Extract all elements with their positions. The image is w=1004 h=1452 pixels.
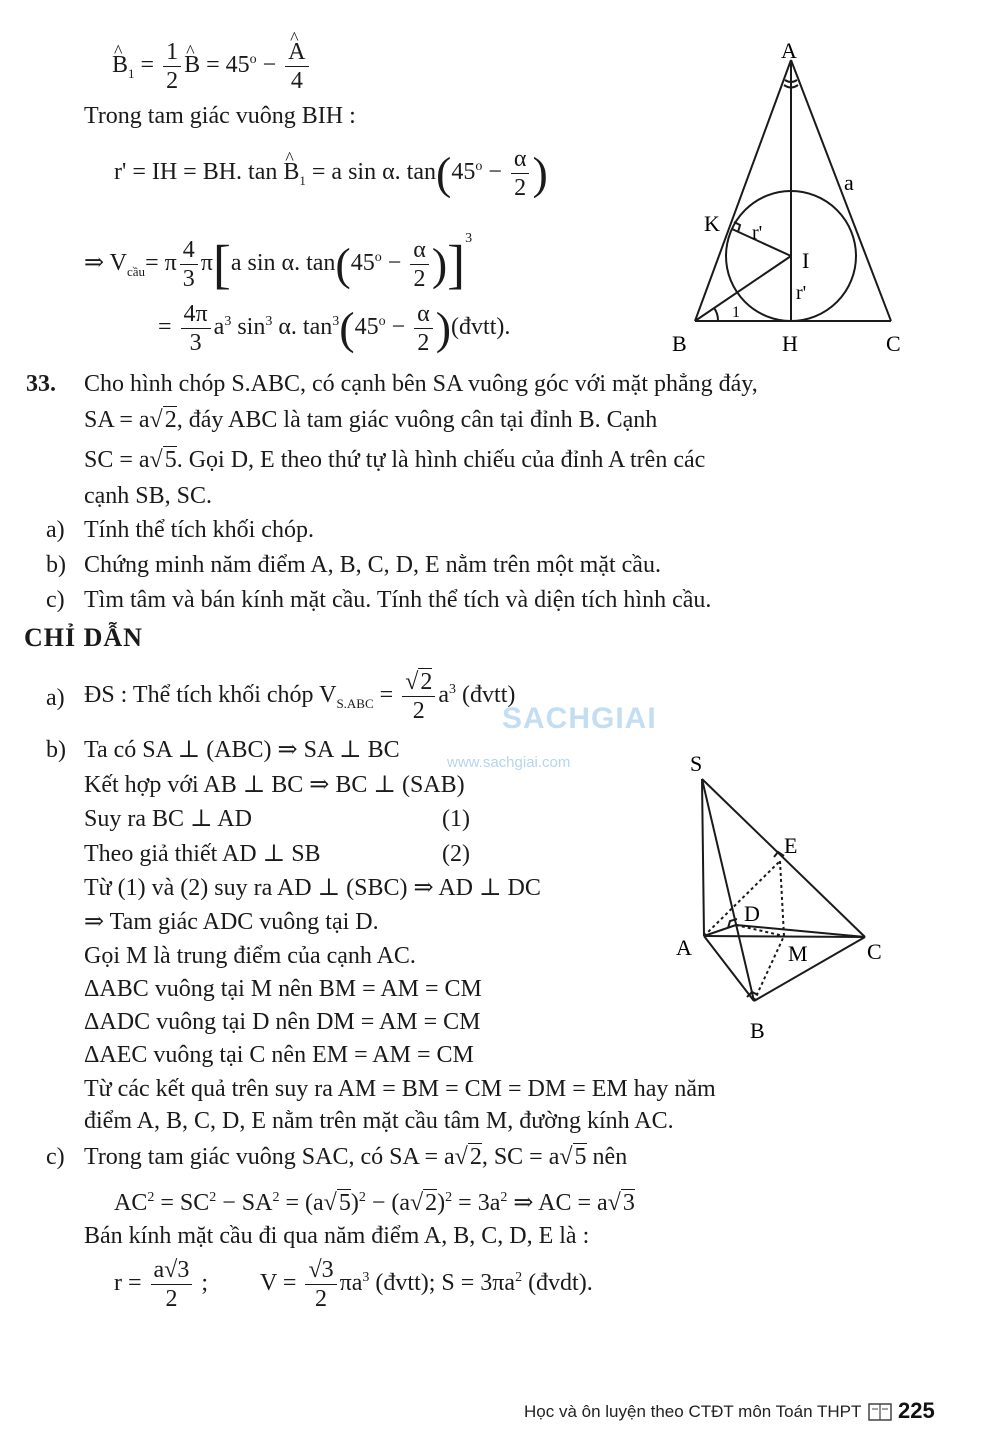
- paren: ): [431, 238, 448, 290]
- paren: ): [435, 302, 452, 354]
- denominator: 2: [165, 1286, 178, 1312]
- text: = π: [145, 250, 177, 276]
- text: nên: [586, 1144, 628, 1170]
- sup: 2: [209, 1190, 217, 1205]
- text: 45: [451, 159, 476, 186]
- pyramid-figure: [668, 745, 904, 1055]
- sup: 2: [500, 1190, 508, 1205]
- item-label: c): [46, 587, 65, 613]
- hat-a: ^ A: [288, 38, 305, 66]
- text: Trong tam giác vuông SAC, có SA = a: [84, 1144, 455, 1170]
- text: a: [213, 314, 225, 341]
- label-e: E: [784, 833, 798, 858]
- watermark-logo: SACHGIAI: [502, 702, 657, 735]
- bracket: [: [212, 234, 231, 295]
- numerator: α: [410, 236, 429, 265]
- edge-ac: [704, 936, 865, 937]
- hat-b: ^ B: [112, 51, 128, 79]
- text: = SC: [154, 1190, 210, 1216]
- label-b: B: [672, 331, 687, 356]
- hat-b: ^ B: [184, 51, 200, 79]
- denominator: 2: [413, 265, 426, 292]
- label-r-prime-2: r': [796, 282, 807, 304]
- sqrt-symbol: √: [454, 1144, 468, 1170]
- formula-v-result: [158, 300, 510, 357]
- guide-b-4: Theo giả thiết AD ⊥ SB: [84, 841, 321, 867]
- item-label: a): [46, 685, 65, 711]
- text: AC: [114, 1190, 148, 1216]
- sup: o: [374, 250, 382, 265]
- formula-b1: [112, 38, 312, 95]
- numerator: 4π: [181, 300, 211, 329]
- triangle-figure: [660, 36, 920, 366]
- sup: 3: [224, 314, 232, 330]
- book-icon: [868, 1402, 892, 1422]
- sup: 2: [358, 1190, 366, 1205]
- text: , đáy ABC là tam giác vuông cân tại đỉnh B. Cạnh: [176, 407, 658, 433]
- text: 45: [354, 314, 379, 341]
- guide-b-2: Kết hợp với AB ⊥ BC ⇒ BC ⊥ (SAB): [84, 772, 465, 798]
- problem-line-3: [84, 446, 705, 474]
- guide-b-11: Từ các kết quả trên suy ra AM = BM = CM = DM = EM hay năm: [84, 1076, 716, 1102]
- watermark-url: www.sachgiai.com: [447, 754, 571, 771]
- denominator: 4: [290, 68, 303, 94]
- guide-b-5: Từ (1) và (2) suy ra AD ⊥ (SBC) ⇒ AD ⊥ DC: [84, 875, 541, 901]
- text: −: [256, 52, 283, 79]
- sup: 3: [332, 314, 340, 330]
- radicand: 2: [164, 407, 177, 433]
- text: r =: [114, 1270, 148, 1297]
- text: α. tan: [272, 314, 333, 341]
- numerator: α: [511, 145, 530, 174]
- text: (đvtt): [456, 682, 516, 709]
- sup: 3: [265, 314, 273, 330]
- label-b: B: [750, 1018, 765, 1043]
- text: =: [158, 314, 178, 341]
- fraction: [163, 38, 181, 95]
- sup: o: [378, 314, 386, 330]
- text: (đvtt).: [451, 314, 511, 341]
- guide-b-4-num: (2): [442, 841, 470, 867]
- text: −: [381, 250, 408, 276]
- item-text: Tính thể tích khối chóp.: [84, 517, 314, 543]
- formula-r: [114, 145, 548, 202]
- paren: (: [335, 238, 351, 290]
- sup: 2: [147, 1190, 155, 1205]
- item-label: b): [46, 737, 66, 763]
- label-k: K: [704, 211, 720, 236]
- item-text: Tìm tâm và bán kính mặt cầu. Tính thể tích và diện tích hình cầu.: [84, 587, 712, 613]
- bracket: ]: [447, 234, 466, 295]
- text: ): [350, 1190, 359, 1216]
- radicand: 2: [425, 1190, 438, 1216]
- problem-number: 33.: [26, 371, 56, 397]
- numerator: 4: [180, 236, 198, 265]
- text: 45: [350, 250, 375, 276]
- label-a-vertex: A: [781, 38, 797, 63]
- item-text: Chứng minh năm điểm A, B, C, D, E nằm trên một mặt cầu.: [84, 552, 661, 578]
- denominator: 2: [417, 330, 430, 356]
- label-d: D: [744, 901, 760, 926]
- fraction: [414, 300, 433, 357]
- label-angle-1: 1: [732, 304, 740, 321]
- fraction: [180, 236, 198, 293]
- hat-b: ^ B: [283, 158, 299, 186]
- text: =: [373, 682, 400, 709]
- sqrt-symbol: √: [149, 407, 163, 433]
- label-m: M: [788, 941, 808, 966]
- sup: 3: [449, 682, 457, 698]
- guide-a: [84, 668, 515, 725]
- text: −: [482, 159, 508, 186]
- guide-b-9: ΔADC vuông tại D nên DM = AM = CM: [84, 1009, 481, 1035]
- text: SC = a: [84, 447, 150, 473]
- guide-b-10: ΔAEC vuông tại C nên EM = AM = CM: [84, 1042, 474, 1068]
- sup: 2: [272, 1190, 280, 1205]
- sub: 1: [128, 65, 135, 81]
- radicand: 2: [469, 1144, 482, 1170]
- sub: 1: [299, 172, 306, 188]
- guide-b-8: ΔABC vuông tại M nên BM = AM = CM: [84, 976, 482, 1002]
- text: ĐS : Thể tích khối chóp V: [84, 682, 337, 709]
- text: SA = a: [84, 407, 150, 433]
- text: (đvdt).: [522, 1270, 593, 1297]
- guide-b-7: Gọi M là trung điểm của cạnh AC.: [84, 943, 416, 969]
- fraction: [410, 236, 429, 293]
- fraction: [151, 1256, 193, 1313]
- footer-text: Học và ôn luyện theo CTĐT môn Toán THPT: [524, 1402, 862, 1421]
- problem-line-4: cạnh SB, SC.: [84, 483, 213, 509]
- denominator: 2: [412, 698, 425, 724]
- text: = a sin α. tan: [305, 159, 436, 186]
- formula-v: [84, 225, 472, 293]
- text: a sin α. tan: [230, 250, 336, 276]
- radicand: 5: [574, 1144, 587, 1170]
- section-heading: CHỈ DẪN: [24, 623, 143, 652]
- numerator: 1: [163, 38, 181, 67]
- text: r' = IH = BH. tan: [114, 159, 284, 186]
- label-i: I: [802, 248, 810, 273]
- label-s: S: [690, 751, 703, 776]
- edge-bc: [754, 937, 865, 1001]
- fraction: [511, 145, 530, 202]
- text: (đvtt); S = 3πa: [369, 1270, 516, 1297]
- guide-b-12: điểm A, B, C, D, E nằm trên mặt cầu tâm M, đường kính AC.: [84, 1108, 674, 1134]
- text: −: [385, 314, 412, 341]
- sup: 2: [445, 1190, 453, 1205]
- text: ;: [195, 1270, 209, 1297]
- sqrt-symbol: √: [559, 1144, 573, 1170]
- text: − (a: [365, 1190, 410, 1216]
- sup: 3: [465, 231, 473, 246]
- guide-b-1: Ta có SA ⊥ (ABC) ⇒ SA ⊥ BC: [84, 737, 400, 763]
- radicand: 3: [622, 1190, 635, 1216]
- radicand: 2: [420, 669, 433, 695]
- text: =: [134, 52, 161, 79]
- text: ): [437, 1190, 446, 1216]
- fraction: [402, 668, 435, 725]
- sqrt-symbol: √: [607, 1190, 621, 1216]
- label-r-prime-1: r': [752, 222, 763, 244]
- numerator: [285, 38, 308, 67]
- angle-mark-b: [714, 308, 718, 321]
- sup: 3: [362, 1270, 370, 1286]
- segment-em: [780, 861, 784, 936]
- fraction: [285, 38, 308, 95]
- sub: S.ABC: [336, 695, 374, 711]
- text: = 3a: [452, 1190, 501, 1216]
- sup: o: [475, 159, 483, 175]
- label-a-side: a: [844, 170, 854, 195]
- denominator: 2: [166, 68, 179, 94]
- problem-line-1: Cho hình chóp S.ABC, có cạnh bên SA vuông góc với mặt phẳng đáy,: [84, 371, 758, 397]
- label-c: C: [886, 331, 901, 356]
- denominator: 2: [315, 1286, 328, 1312]
- side-ab: [695, 60, 791, 321]
- item-label: b): [46, 552, 66, 578]
- guide-c-4: [114, 1256, 593, 1313]
- denominator: 3: [189, 330, 202, 356]
- guide-b-3: Suy ra BC ⊥ AD: [84, 806, 252, 832]
- text: = (a: [279, 1190, 324, 1216]
- paren: (: [435, 147, 452, 199]
- guide-c-2: [114, 1184, 635, 1217]
- sqrt-symbol: √: [149, 447, 163, 473]
- edge-sa: [702, 779, 704, 936]
- text: πa: [339, 1270, 363, 1297]
- paren: ): [532, 147, 548, 199]
- label-h: H: [782, 331, 798, 356]
- segment-dc: [736, 925, 865, 937]
- numerator: α: [414, 300, 433, 329]
- item-label: a): [46, 517, 65, 543]
- label-a: A: [676, 935, 692, 960]
- radicand: 5: [164, 447, 177, 473]
- numerator: a√3: [151, 1256, 193, 1285]
- sqrt-symbol: √: [410, 1190, 424, 1216]
- page-number: 225: [898, 1398, 935, 1423]
- text: , SC = a: [481, 1144, 560, 1170]
- sup: 2: [515, 1270, 523, 1286]
- numerator: [402, 668, 435, 697]
- sqrt-symbol: √: [323, 1190, 337, 1216]
- guide-c-1: [84, 1143, 627, 1171]
- item-label: c): [46, 1144, 65, 1170]
- fraction: [305, 1256, 336, 1313]
- sqrt-symbol: √: [405, 669, 419, 695]
- fraction: [181, 300, 211, 357]
- radicand: 5: [338, 1190, 351, 1216]
- sup: o: [249, 52, 257, 68]
- text: = 45: [200, 52, 250, 79]
- numerator: √3: [305, 1256, 336, 1285]
- guide-b-3-num: (1): [442, 806, 470, 832]
- denominator: 3: [182, 265, 195, 292]
- text: − SA: [216, 1190, 273, 1216]
- text: sin: [231, 314, 266, 341]
- text: ⇒ AC = a: [507, 1190, 608, 1216]
- guide-c-3: Bán kính mặt cầu đi qua năm điểm A, B, C, D, E là :: [84, 1223, 590, 1249]
- problem-line-2: [84, 406, 657, 434]
- segment-bi: [695, 256, 791, 321]
- text: ⇒ V: [84, 250, 128, 276]
- text: V =: [260, 1270, 303, 1297]
- denominator: 2: [514, 175, 527, 201]
- paren: (: [339, 302, 355, 354]
- sub: cầu: [127, 263, 146, 279]
- text: . Gọi D, E theo thứ tự là hình chiếu của đỉnh A trên các: [176, 447, 706, 473]
- text: π: [200, 250, 213, 276]
- text-line: Trong tam giác vuông BIH :: [84, 103, 356, 129]
- text: a: [438, 682, 450, 709]
- label-c: C: [867, 939, 882, 964]
- guide-b-6: ⇒ Tam giác ADC vuông tại D.: [84, 909, 379, 935]
